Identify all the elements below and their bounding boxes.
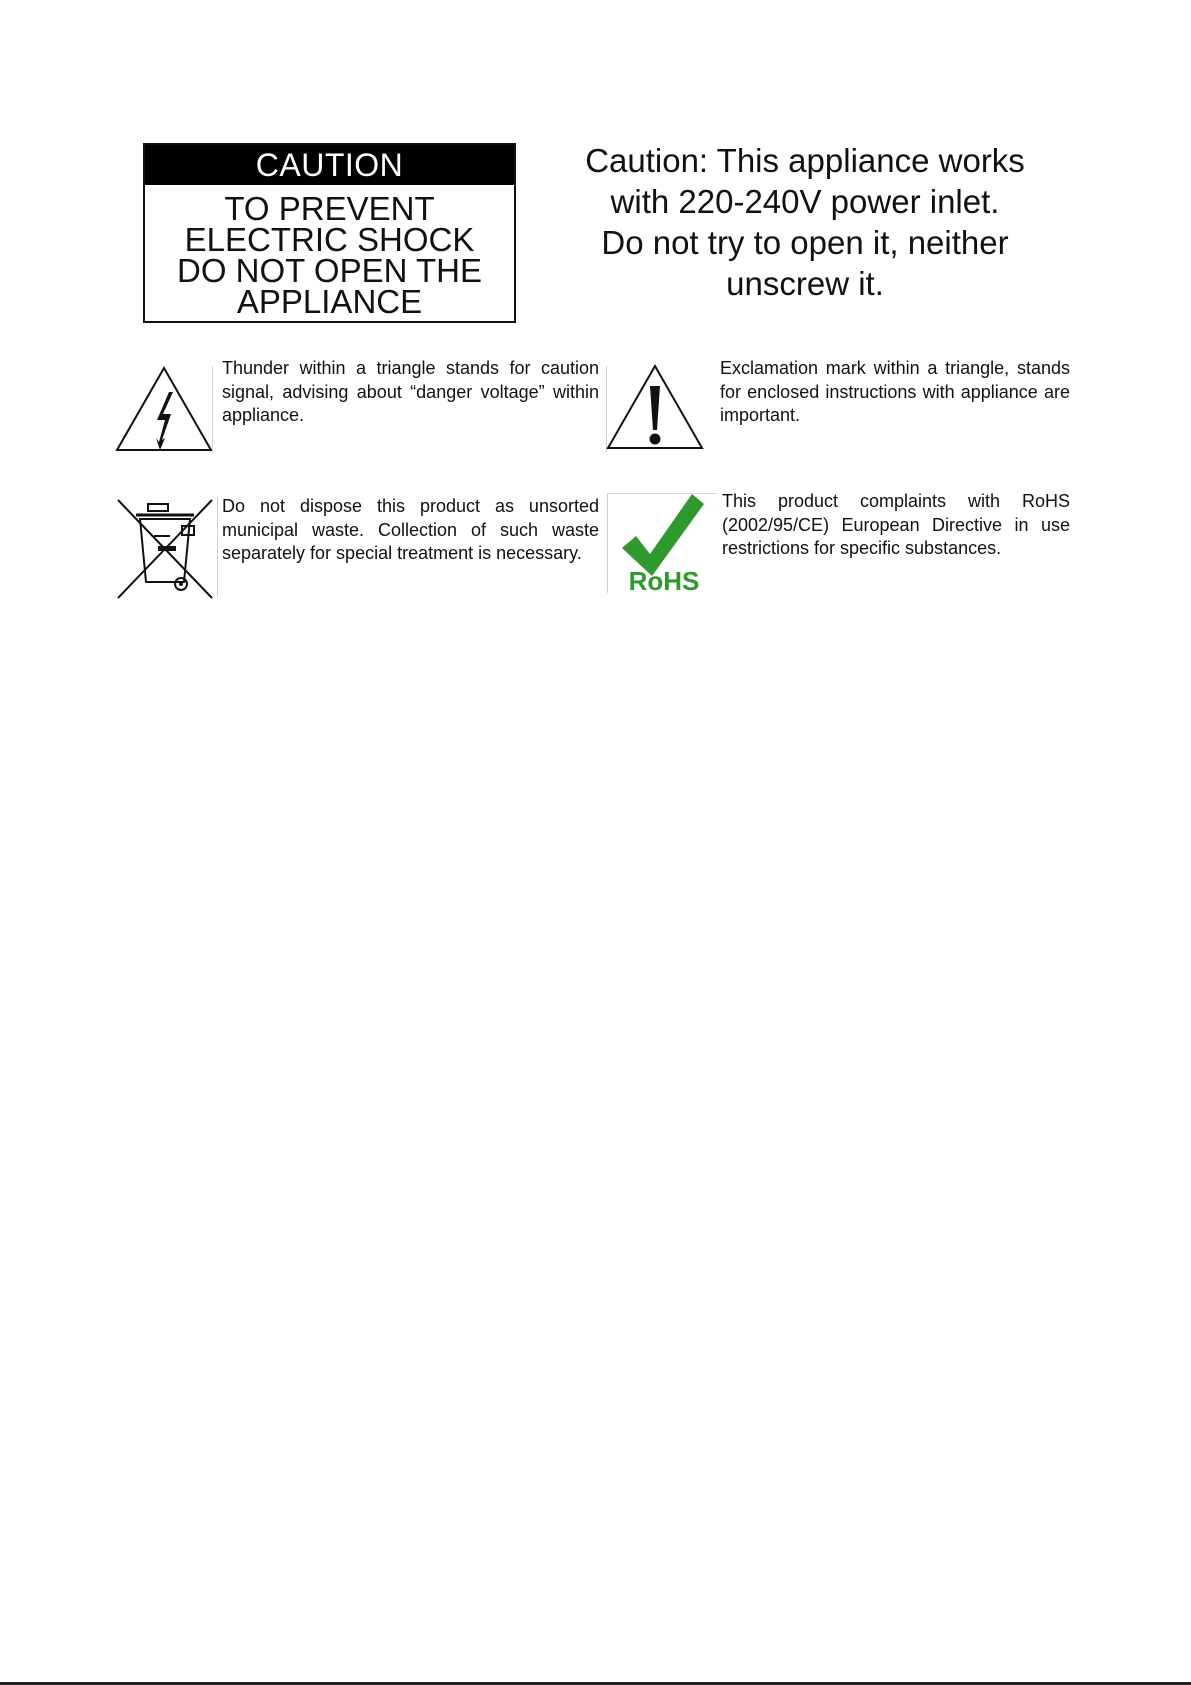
caution-line: TO PREVENT <box>224 190 435 227</box>
warning-line: with 220-240V power inlet. <box>610 183 1000 220</box>
caution-line: ELECTRIC SHOCK <box>184 221 475 258</box>
caution-line: DO NOT OPEN THE <box>177 252 482 289</box>
warning-line: unscrew it. <box>726 265 884 302</box>
caution-header: CAUTION <box>145 145 514 185</box>
caution-line: APPLIANCE <box>236 283 423 320</box>
exclamation-description: Exclamation mark within a triangle, stands for enclosed instructions with appliance are important. <box>720 358 1070 425</box>
caution-body <box>145 185 514 320</box>
caution-box <box>143 143 516 323</box>
divider-line <box>607 493 608 593</box>
rohs-description: This product complaints with RoHS (2002/95/CE) European Directive in use restrictions for specific substances. <box>722 491 1070 558</box>
exclamation-triangle-icon <box>604 362 706 452</box>
lightning-triangle-icon <box>113 364 215 454</box>
crossed-bin-icon <box>114 496 216 600</box>
disposal-description: Do not dispose this product as unsorted municipal waste. Collection of such waste separately for special treatment is necessary. <box>222 496 599 563</box>
voltage-warning <box>560 140 1050 304</box>
warning-line: Caution: This appliance works <box>585 142 1025 179</box>
warning-line: Do not try to open it, neither <box>601 224 1009 261</box>
rohs-label: RoHS <box>628 566 700 594</box>
rohs-check-icon <box>614 494 714 594</box>
lightning-description: Thunder within a triangle stands for caution signal, advising about “danger voltage” within appliance. <box>222 358 599 425</box>
divider-line <box>212 366 213 452</box>
divider-line <box>217 496 218 596</box>
